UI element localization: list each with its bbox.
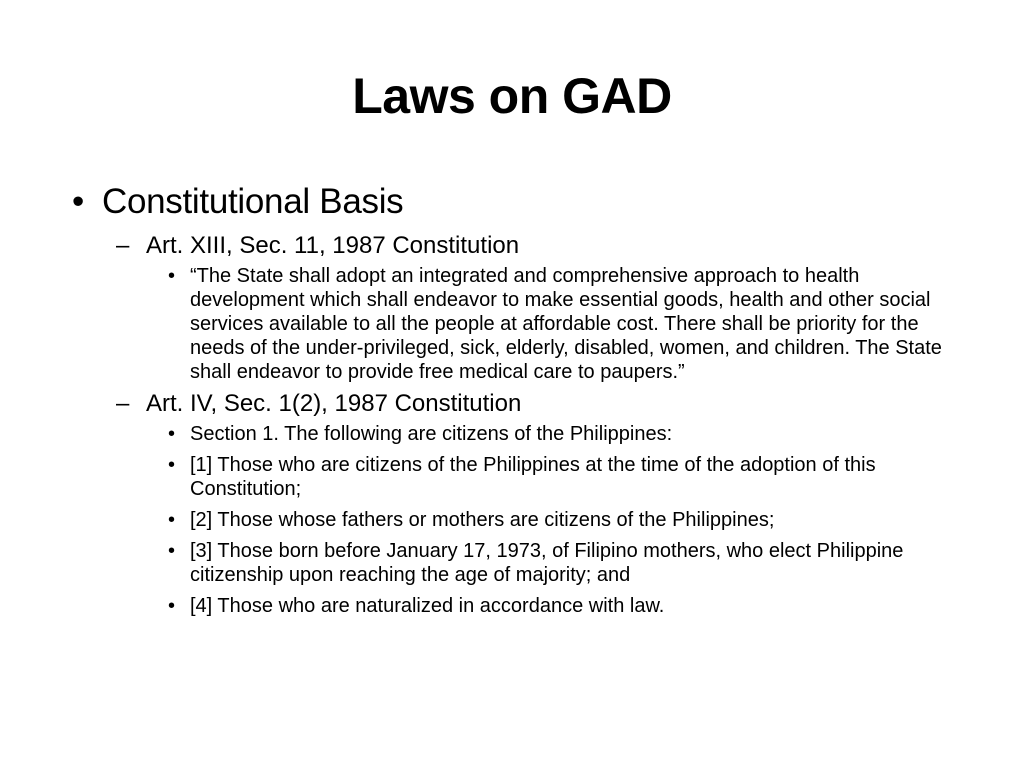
bullet-text: Constitutional Basis: [102, 182, 404, 221]
point-marker: •: [168, 454, 176, 476]
point-text: [2] Those whose fathers or mothers are citizens of the Philippines;: [190, 509, 775, 531]
point-art-xiii-quote: [168, 264, 970, 384]
subitem-text: Art. IV, Sec. 1(2), 1987 Constitution: [146, 390, 522, 417]
point-section-1: [168, 422, 970, 446]
point-marker: •: [168, 540, 176, 562]
point-marker: •: [168, 423, 176, 445]
point-text: [3] Those born before January 17, 1973, of Filipino mothers, who elect Philippine citizenship upon reaching the age of majority; and: [190, 540, 904, 586]
point-citizens-2: [168, 508, 970, 532]
slide-title: Laws on GAD: [352, 68, 672, 124]
subitem-text: Art. XIII, Sec. 11, 1987 Constitution: [146, 232, 520, 259]
dash-marker: –: [116, 232, 130, 259]
subitem-art-iv: [116, 388, 972, 420]
point-marker: •: [168, 595, 176, 617]
bullet-marker: •: [72, 182, 84, 221]
slide-body: [72, 178, 972, 618]
bullet-constitutional-basis: [72, 178, 972, 226]
point-text: “The State shall adopt an integrated and comprehensive approach to health development which shall endeavor to make essential goods, health and other social services available to all the people at affordable cost. There shall be priority for the needs of the under-privileged, sick, elderly, disabled, women, and children. The State shall endeavor to provide free medical care to paupers.”: [190, 265, 942, 383]
point-text: [1] Those who are citizens of the Philippines at the time of the adoption of this Constitution;: [190, 454, 876, 500]
point-citizens-4: [168, 594, 970, 618]
point-text: [4] Those who are naturalized in accordance with law.: [190, 595, 665, 617]
subitem-art-xiii: [116, 230, 972, 262]
point-citizens-3: [168, 539, 970, 587]
dash-marker: –: [116, 390, 130, 417]
point-text: Section 1. The following are citizens of the Philippines:: [190, 423, 673, 445]
point-marker: •: [168, 265, 176, 287]
point-citizens-1: [168, 453, 970, 501]
point-marker: •: [168, 509, 176, 531]
